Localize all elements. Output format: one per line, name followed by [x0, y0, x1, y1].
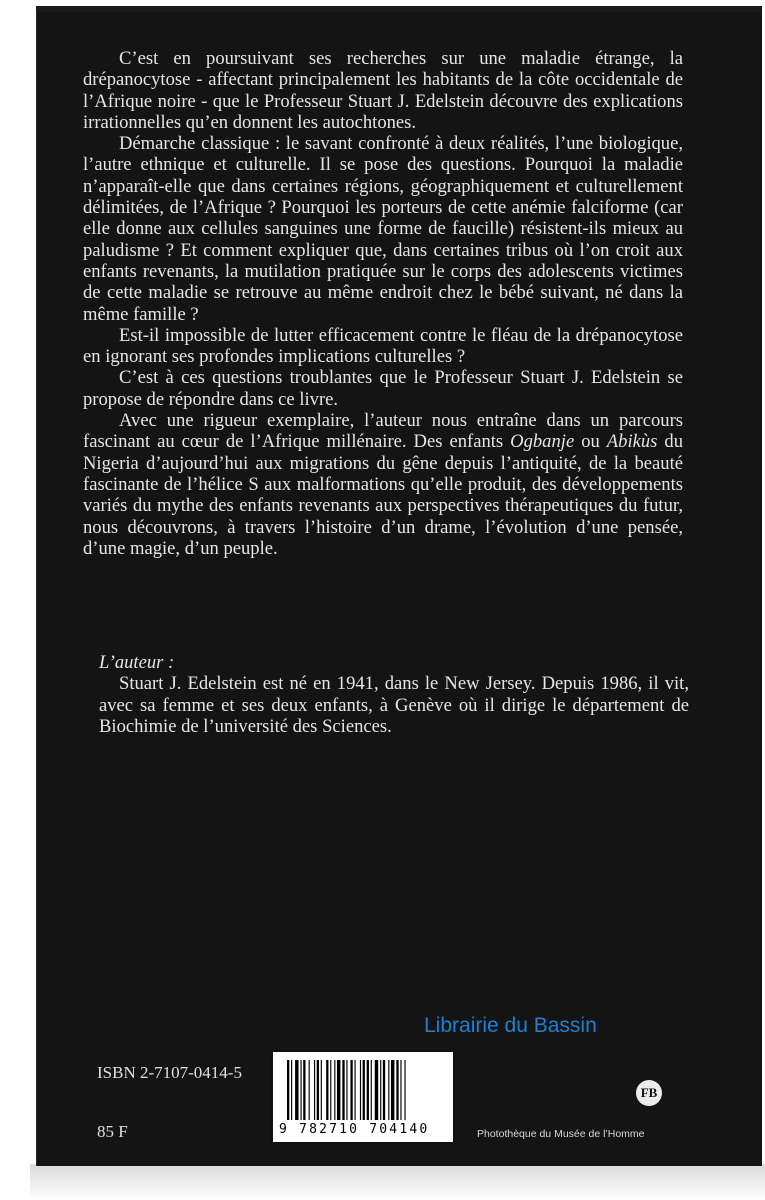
author-bio: Stuart J. Edelstein est né en 1941, dans le New Jersey. Depuis 1986, il vit, avec sa femme et ses deux enfants, à Genève où il dirige le département de Biochimie de l’université des Sciences. [99, 673, 689, 737]
text-run: du Nigeria d’aujourd’hui aux migrations du gêne depuis l’antiquité, de la beauté fascinante de l’hélice S aux malformations qu’elle produit, des développements variés du mythe des enfants revenants aux perspectives thérapeutiques du futur, nous découvrons, à travers l’histoire d’un drame, l’évolution d’une pensée, d’une magie, d’un peuple. [83, 431, 683, 559]
text-run: Avec une rigueur exemplaire, l’auteur nous entraîne dans un parcours fascinant au cœur de l’Afrique millénaire. Des enfants [83, 410, 683, 453]
author-heading: L’auteur : [99, 652, 175, 673]
text-run: ou [574, 431, 607, 453]
italic-term: Ogbanje [510, 431, 575, 453]
barcode [271, 1050, 455, 1144]
photo-credit: Photothèque du Musée de l’Homme [477, 1128, 645, 1140]
blurb-paragraph: C’est en poursuivant ses recherches sur une maladie étrange, la drépanocytose - affectant principalement les habitants de la côte occidentale de l’Afrique noire - que le Professeur Stuart J. Edelstein découvre des explications irrationnelles qu’en donnent les autochtones. [83, 48, 683, 133]
cover-shadow [30, 1164, 765, 1200]
isbn: ISBN 2-7107-0414-5 [97, 1063, 242, 1082]
blurb-paragraph-last [83, 410, 683, 559]
blurb-text [83, 48, 683, 559]
blurb-paragraph: Démarche classique : le savant confronté à deux réalités, l’une biologique, l’autre ethnique et culturelle. Il se pose des questions. Pourquoi la maladie n’apparaît-elle que dans certaines régions, géographiquement et culturellement délimitées, de l’Afrique ? Pourquoi les porteurs de cette anémie falciforme (car elle donne aux cellules sanguines une forme de faucille) résistent-ils mieux au paludisme ? Et comment expliquer que, dans certaines tribus où l’on croit aux enfants revenants, la mutilation pratiquée sur le corps des adolescents victimes de cette maladie se retrouve au même endroit chez le bébé suivant, né dans la même famille ? [83, 133, 683, 325]
cover-top-edge [36, 6, 761, 12]
author-section [99, 652, 689, 737]
barcode-number: 9 782710 704140 [279, 1122, 430, 1137]
bookseller-watermark: Librairie du Bassin [424, 1014, 597, 1037]
blurb-paragraph: C’est à ces questions troublantes que le Professeur Stuart J. Edelstein se propose de répondre dans ce livre. [83, 367, 683, 410]
italic-term: Abikùs [606, 431, 658, 453]
publisher-logo: FB [636, 1080, 662, 1106]
blurb-paragraph: Est-il impossible de lutter efficacement contre le fléau de la drépanocytose en ignorant ses profondes implications culturelles ? [83, 324, 683, 368]
barcode-bars [287, 1060, 443, 1120]
price: 85 F [97, 1122, 128, 1141]
